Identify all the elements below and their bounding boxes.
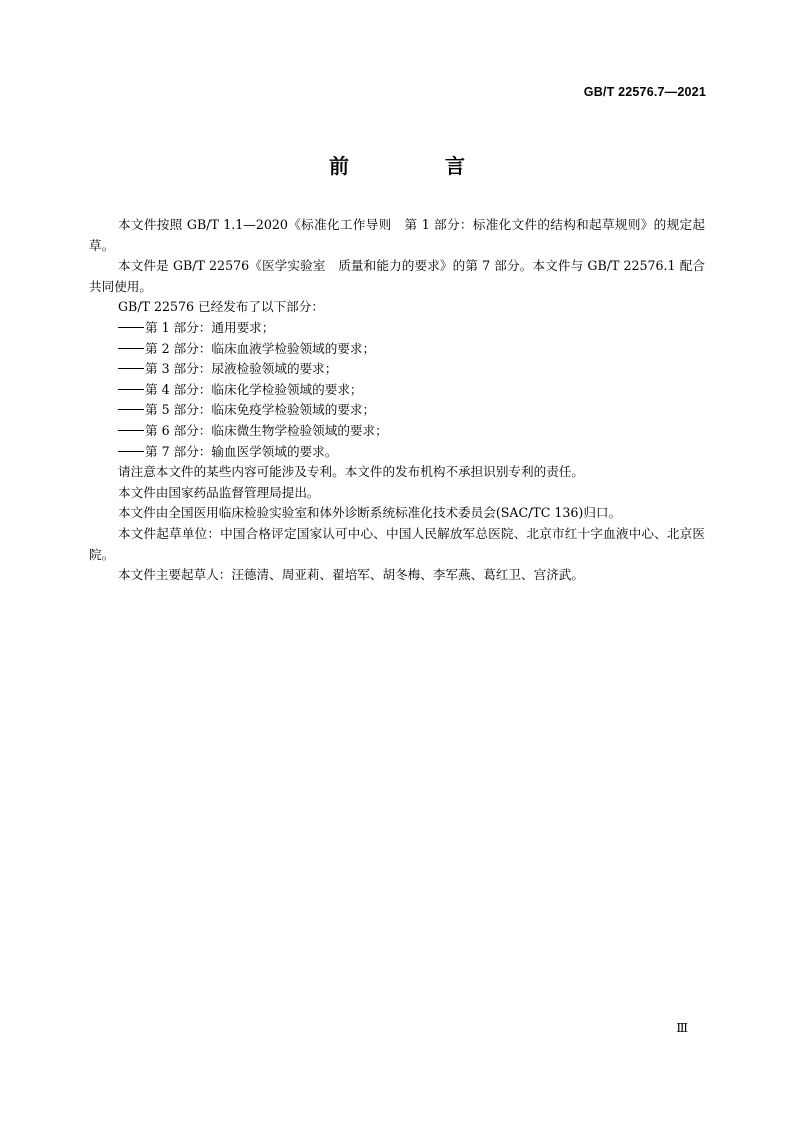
parts-list bbox=[89, 318, 705, 462]
dash-bullet bbox=[118, 430, 144, 431]
dash-bullet bbox=[118, 451, 144, 452]
page-number: Ⅲ bbox=[676, 1021, 688, 1035]
paragraph-proposed-by: 本文件由国家药品监督管理局提出。 bbox=[118, 484, 320, 500]
list-item-text: 第 5 部分：临床免疫学检验领域的要求； bbox=[145, 402, 376, 418]
document-code: GB/T 22576.7—2021 bbox=[583, 85, 706, 99]
list-item bbox=[89, 359, 705, 380]
dash-bullet bbox=[118, 327, 144, 328]
list-item bbox=[89, 442, 705, 463]
dash-bullet bbox=[118, 348, 144, 349]
list-item-text: 第 6 部分：临床微生物学检验领域的要求； bbox=[145, 422, 388, 438]
paragraph-patent-notice: 请注意本文件的某些内容可能涉及专利。本文件的发布机构不承担识别专利的责任。 bbox=[118, 464, 584, 480]
list-item bbox=[89, 400, 705, 421]
dash-bullet bbox=[118, 409, 144, 410]
list-item-text: 第 1 部分：通用要求； bbox=[145, 319, 275, 335]
list-item-text: 第 2 部分：临床血液学检验领域的要求； bbox=[145, 340, 376, 356]
dash-bullet bbox=[118, 368, 144, 369]
page-title: 前 言 bbox=[329, 154, 503, 178]
list-item bbox=[89, 318, 705, 339]
paragraph-drafting-organizations: 本文件起草单位：中国合格评定国家认可中心、中国人民解放军总医院、北京市红十字血液中心、北京医院。 bbox=[89, 525, 705, 562]
list-item bbox=[89, 339, 705, 360]
list-item-text: 第 4 部分：临床化学检验领域的要求； bbox=[145, 381, 363, 397]
paragraph-drafters: 本文件主要起草人：汪德清、周亚莉、翟培军、胡冬梅、李军燕、葛红卫、宫济武。 bbox=[118, 567, 584, 583]
list-item bbox=[89, 380, 705, 401]
paragraph-published-parts-intro: GB/T 22576 已经发布了以下部分： bbox=[118, 299, 324, 315]
paragraph-under-jurisdiction: 本文件由全国医用临床检验实验室和体外诊断系统标准化技术委员会(SAC/TC 136)归口。 bbox=[118, 505, 622, 521]
dash-bullet bbox=[118, 389, 144, 390]
list-item-text: 第 7 部分：输血医学领域的要求。 bbox=[145, 443, 338, 459]
list-item-text: 第 3 部分：尿液检验领域的要求； bbox=[145, 361, 338, 377]
list-item bbox=[89, 421, 705, 442]
paragraph-part-of-series: 本文件是 GB/T 22576《医学实验室 质量和能力的要求》的第 7 部分。本文件与 GB/T 22576.1 配合共同使用。 bbox=[89, 258, 705, 294]
paragraph-drafting-rules: 本文件按照 GB/T 1.1—2020《标准化工作导则 第 1 部分：标准化文件的结构和起草规则》的规定起草。 bbox=[89, 217, 705, 253]
foreword-body bbox=[89, 215, 705, 586]
